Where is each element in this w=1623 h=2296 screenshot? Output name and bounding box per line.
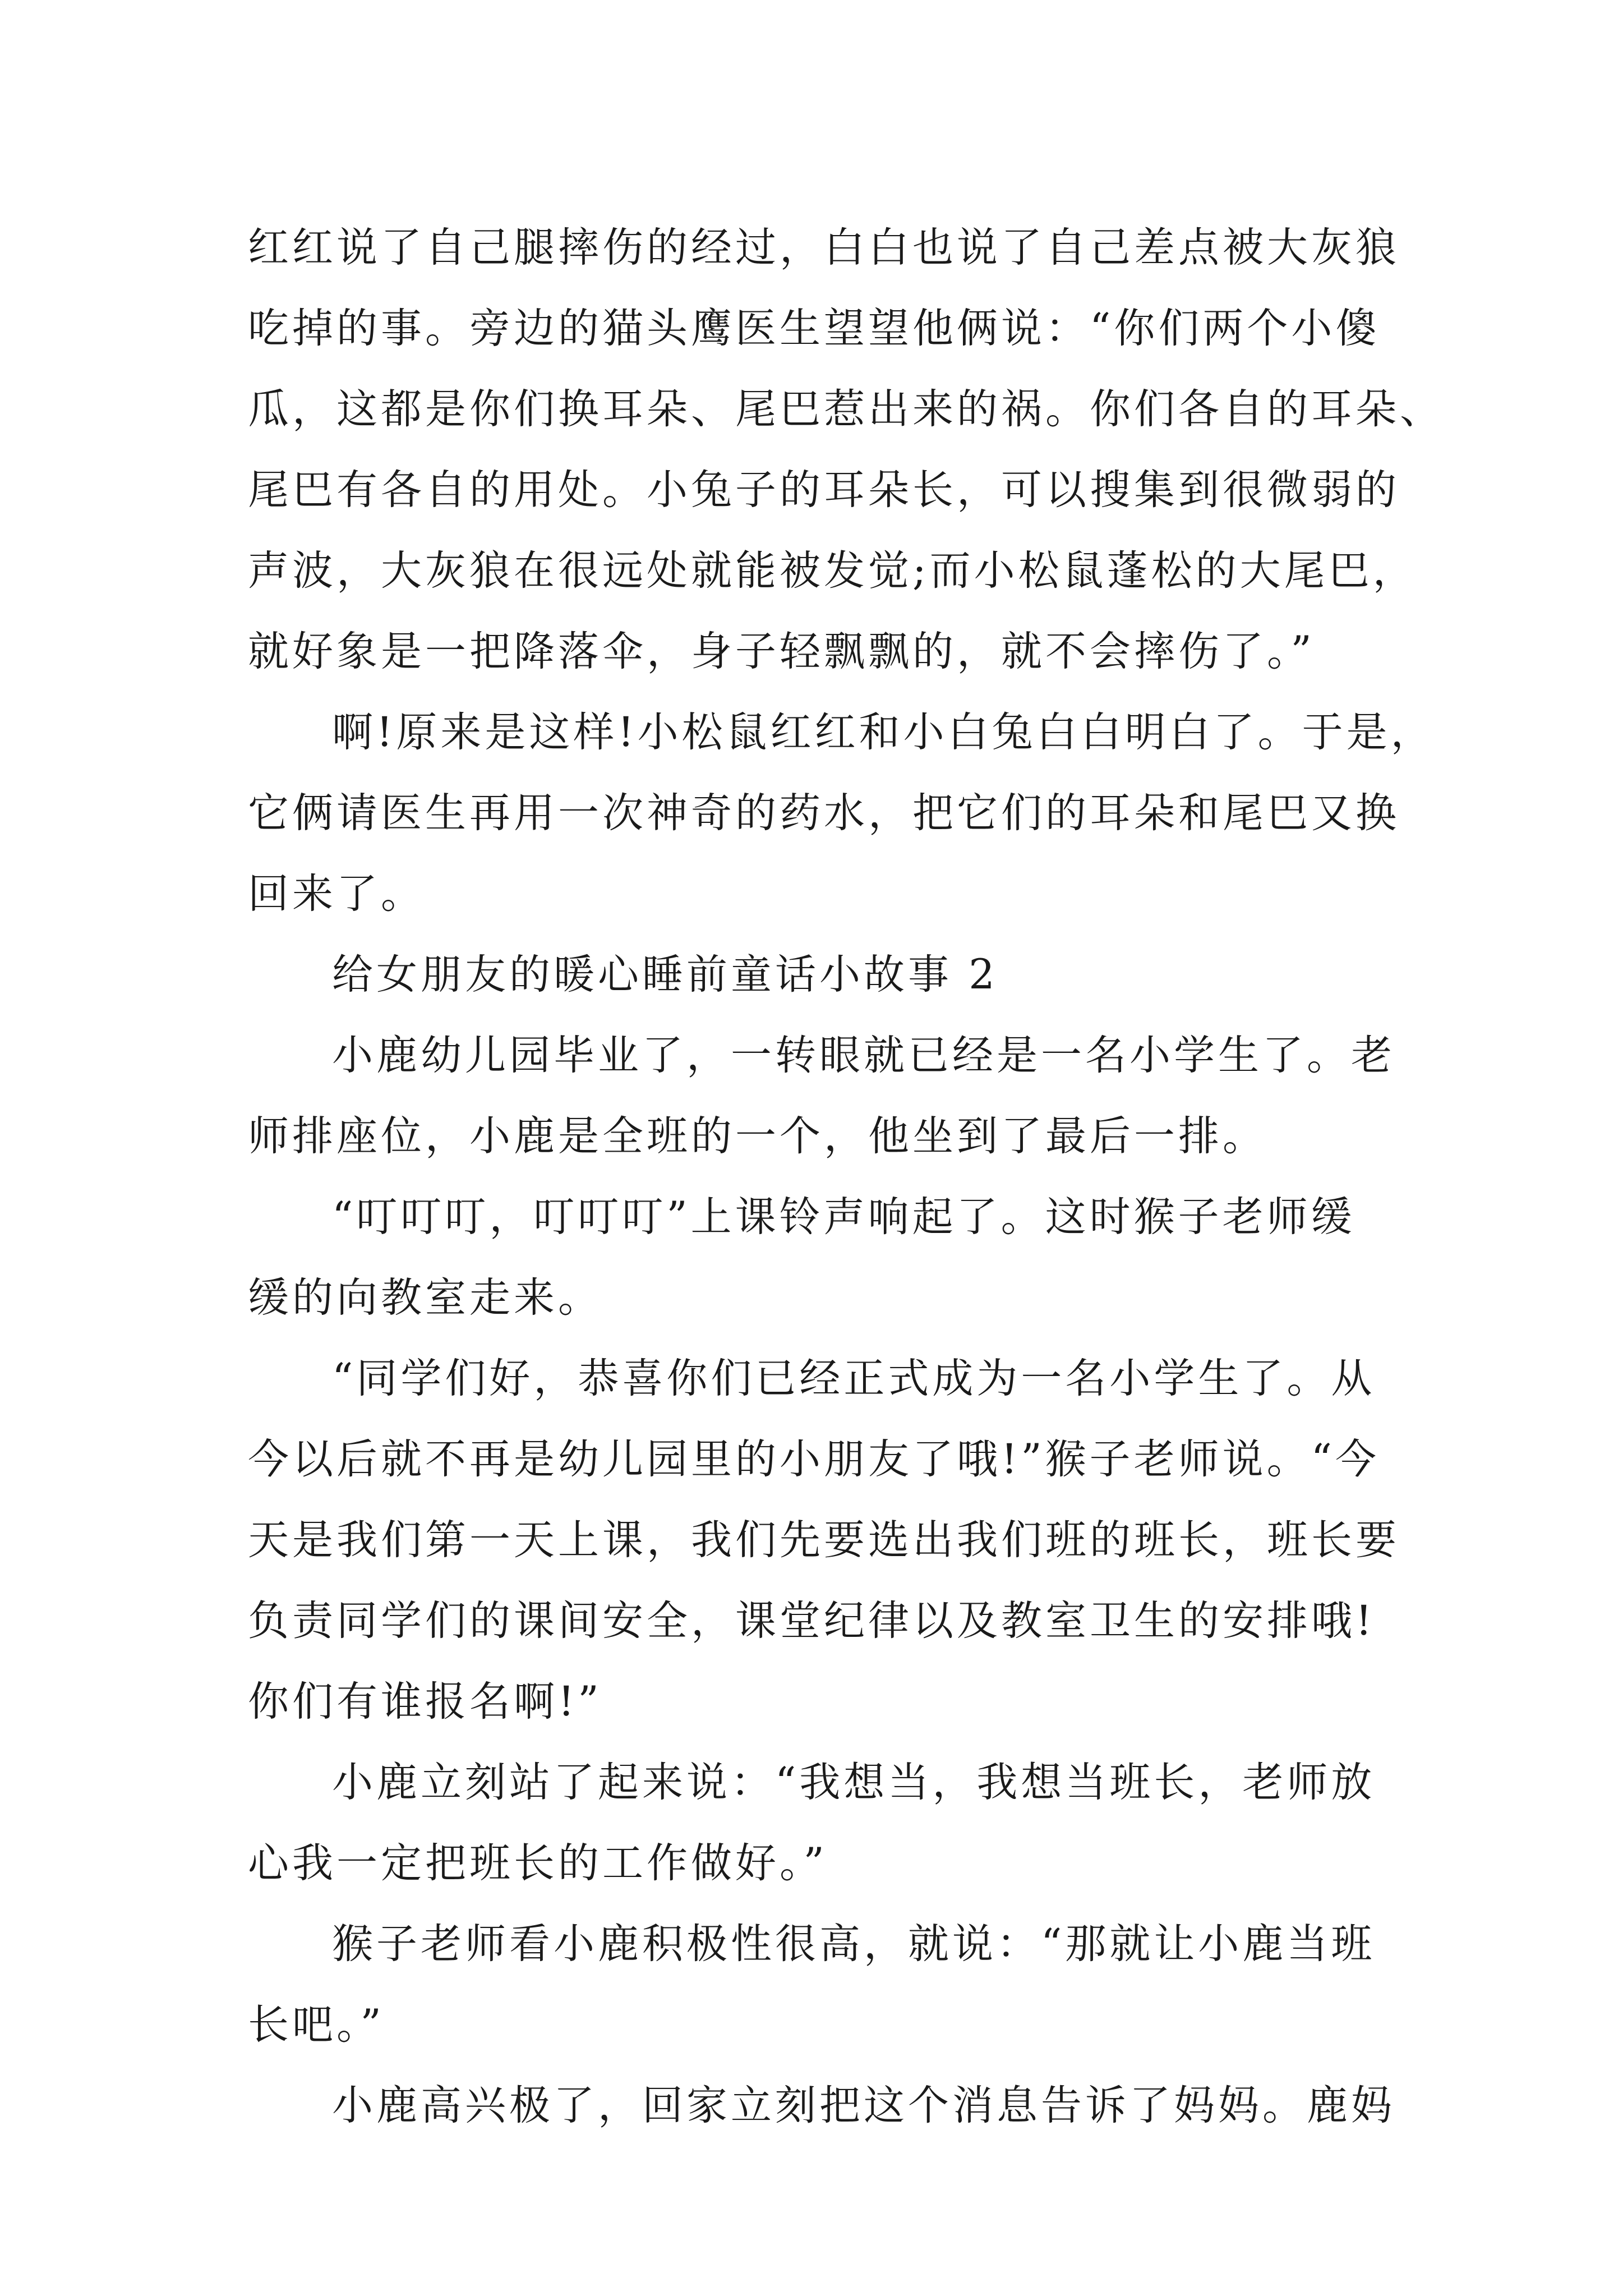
text-line: 声波，大灰狼在很远处就能被发觉;而小松鼠蓬松的大尾巴， — [248, 547, 1417, 595]
text-line: 猴子老师看小鹿积极性很高，就说：“那就让小鹿当班 — [332, 1920, 1376, 1968]
text-line: 你们有谁报名啊!” — [248, 1678, 602, 1726]
text-line: 尾巴有各自的用处。小兔子的耳朵长，可以搜集到很微弱的 — [248, 466, 1400, 514]
text-line: “同学们好，恭喜你们已经正式成为一名小学生了。从 — [332, 1355, 1376, 1402]
text-line: 小鹿幼儿园毕业了，一转眼就已经是一名小学生了。老 — [332, 1032, 1395, 1079]
text-line: 缓的向教室走来。 — [248, 1274, 602, 1322]
text-line: 小鹿高兴极了，回家立刻把这个消息告诉了妈妈。鹿妈 — [332, 2082, 1395, 2129]
text-line: 心我一定把班长的工作做好。” — [248, 1839, 828, 1887]
text-line: 就好象是一把降落伞，身子轻飘飘的，就不会摔伤了。” — [248, 628, 1315, 675]
text-line: 给女朋友的暖心睡前童话小故事 2 — [332, 951, 998, 999]
text-line: 红红说了自己腿摔伤的经过，白白也说了自己差点被大灰狼 — [248, 224, 1400, 272]
text-line: 小鹿立刻站了起来说：“我想当，我想当班长，老师放 — [332, 1759, 1376, 1806]
text-line: “叮叮叮，叮叮叮”上课铃声响起了。这时猴子老师缓 — [332, 1193, 1355, 1241]
text-line: 回来了。 — [248, 870, 425, 918]
text-line: 啊!原来是这样!小松鼠红红和小白兔白白明白了。于是， — [332, 708, 1435, 756]
text-line: 瓜，这都是你们换耳朵、尾巴惹出来的祸。你们各自的耳朵、 — [248, 385, 1444, 433]
text-line: 它俩请医生再用一次神奇的药水，把它们的耳朵和尾巴又换 — [248, 789, 1400, 837]
text-line: 长吧。” — [248, 2001, 385, 2049]
text-line: 今以后就不再是幼儿园里的小朋友了哦!”猴子老师说。“今 — [248, 1435, 1380, 1483]
story-text — [248, 208, 1444, 2146]
text-line: 负责同学们的课间安全，课堂纪律以及教室卫生的安排哦! — [248, 1597, 1376, 1645]
text-line: 天是我们第一天上课，我们先要选出我们班的班长，班长要 — [248, 1516, 1400, 1564]
text-line: 吃掉的事。旁边的猫头鹰医生望望他俩说：“你们两个小傻 — [248, 305, 1380, 352]
text-line: 师排座位，小鹿是全班的一个，他坐到了最后一排。 — [248, 1112, 1267, 1160]
